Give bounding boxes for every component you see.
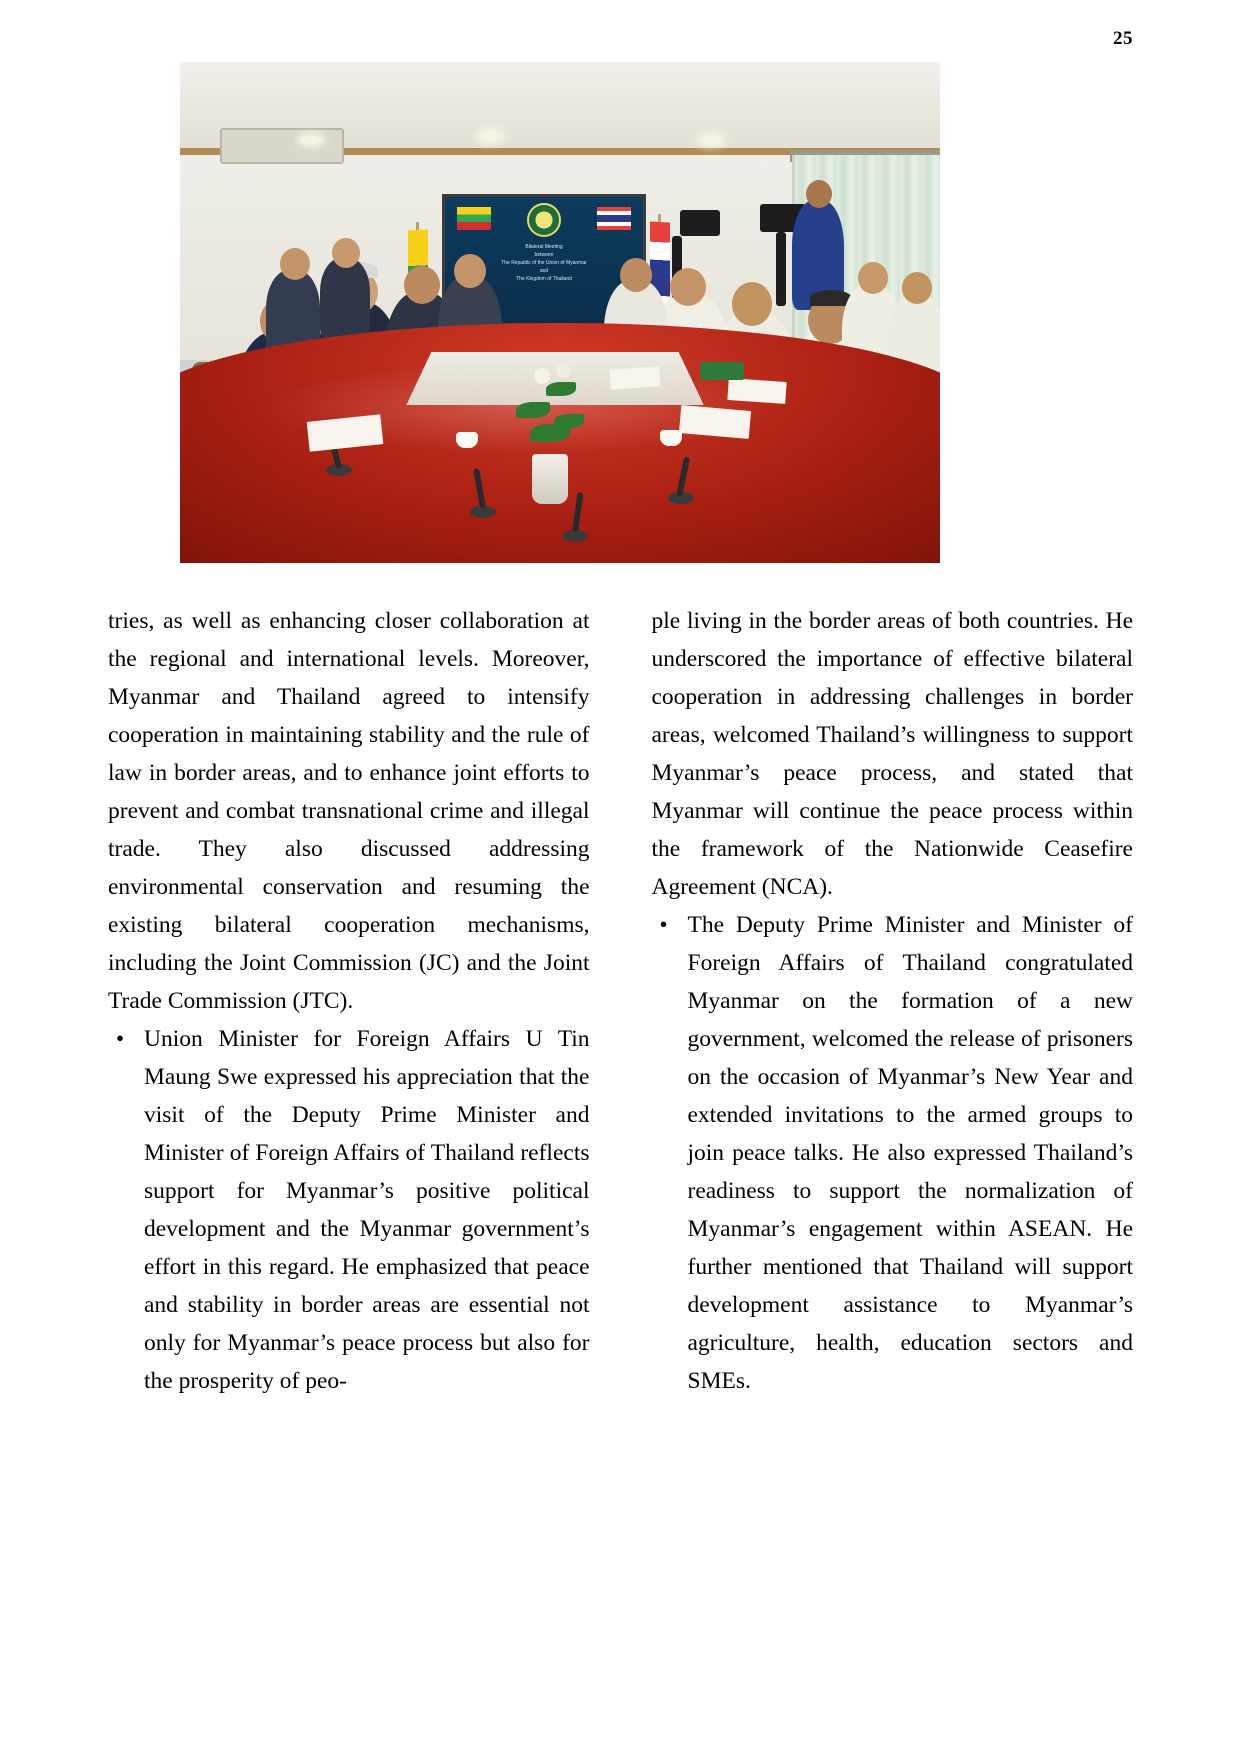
bullet-item-right (652, 906, 1134, 1400)
myanmar-flag-icon (457, 207, 491, 230)
person-head (620, 258, 652, 292)
camera-tripod (776, 232, 786, 306)
person-head (404, 266, 440, 304)
screen-line-4: and (539, 268, 549, 274)
person-head (806, 180, 832, 208)
screen-line-2: between (534, 252, 554, 258)
delegate-left-back (320, 258, 370, 338)
bullet-text: The Deputy Prime Minister and Minister of Foreign Affairs of Thailand congratulated Myanmar on the formation of a new government, welcomed the release of prisoners on the occasion of Myanmar’s New Year and extended invitations to the armed groups to join peace talks. He also expressed Thailand’s readiness to support the normalization of Myanmar’s engagement within ASEAN. He further mentioned that Thailand will support development assistance to Myanmar’s agriculture, health, education sectors and SMEs. (687, 912, 1133, 1394)
meeting-photograph (180, 62, 940, 563)
bullet-item-left (108, 1020, 590, 1400)
text-body (108, 602, 1133, 1697)
emblem-icon (527, 203, 561, 237)
person-head (280, 248, 310, 280)
flower-arrangement (512, 362, 592, 458)
bullet-text: Union Minister for Foreign Affairs U Tin Maung Swe expressed his appreciation that the visit of the Deputy Prime Minister and Minister of Foreign Affairs of Thailand reflects support for Myanmar’s positive political development and the Myanmar government’s effort in this regard. He emphasized that peace and stability in border areas are essential not only for Myanmar’s peace process but also for the prosperity of peo- (144, 1026, 590, 1394)
person-head (858, 262, 888, 294)
coffee-cup (456, 432, 478, 448)
person-head (732, 282, 772, 326)
person-head (902, 272, 932, 304)
document-papers (727, 378, 786, 404)
bullet-glyph: • (116, 1026, 125, 1051)
screen-line-5: The Kingdom of Thailand (516, 276, 572, 282)
right-column (652, 602, 1134, 1697)
paragraph-continued-right: ple living in the border areas of both countries. He underscored the importance of effective bilateral cooperation in addressing challenges in border areas, welcomed Thailand’s willingness to support Myanmar’s peace process, and stated that Myanmar will continue the peace process within the framework of the Nationwide Ceasefire Agreement (NCA). (651, 608, 1133, 900)
photo-scene (180, 62, 940, 563)
screen-line-1: Bilateral Meeting (525, 244, 563, 250)
bullet-glyph: • (659, 912, 668, 937)
paragraph-continued-left: tries, as well as enhancing closer collaboration at the regional and international levels. Moreover, Myanmar and Thailand agreed to intensify cooperation in maintaining stability and the rule of law in border areas, and to enhance joint efforts to prevent and combat transnational crime and illegal trade. They also discussed addressing environmental conservation and resuming the existing bilateral cooperation mechanisms, including the Joint Commission (JC) and the Joint Trade Commission (JTC). (108, 608, 590, 1014)
document-papers (679, 405, 751, 439)
thailand-flag-icon (597, 207, 631, 230)
person-head (454, 254, 486, 288)
person-head (332, 238, 360, 268)
ceiling-light (480, 132, 502, 140)
document-papers (609, 366, 660, 389)
ceiling-light (700, 136, 722, 144)
left-column (108, 602, 590, 1697)
flower-vase (532, 454, 568, 504)
person-head (670, 268, 706, 306)
video-camera (680, 210, 720, 236)
folder (700, 362, 744, 380)
ceiling-light (300, 136, 322, 144)
screen-line-3: The Republic of the Union of Myanmar (501, 260, 587, 266)
page-number: 25 (1113, 28, 1133, 49)
air-conditioner (220, 128, 344, 164)
